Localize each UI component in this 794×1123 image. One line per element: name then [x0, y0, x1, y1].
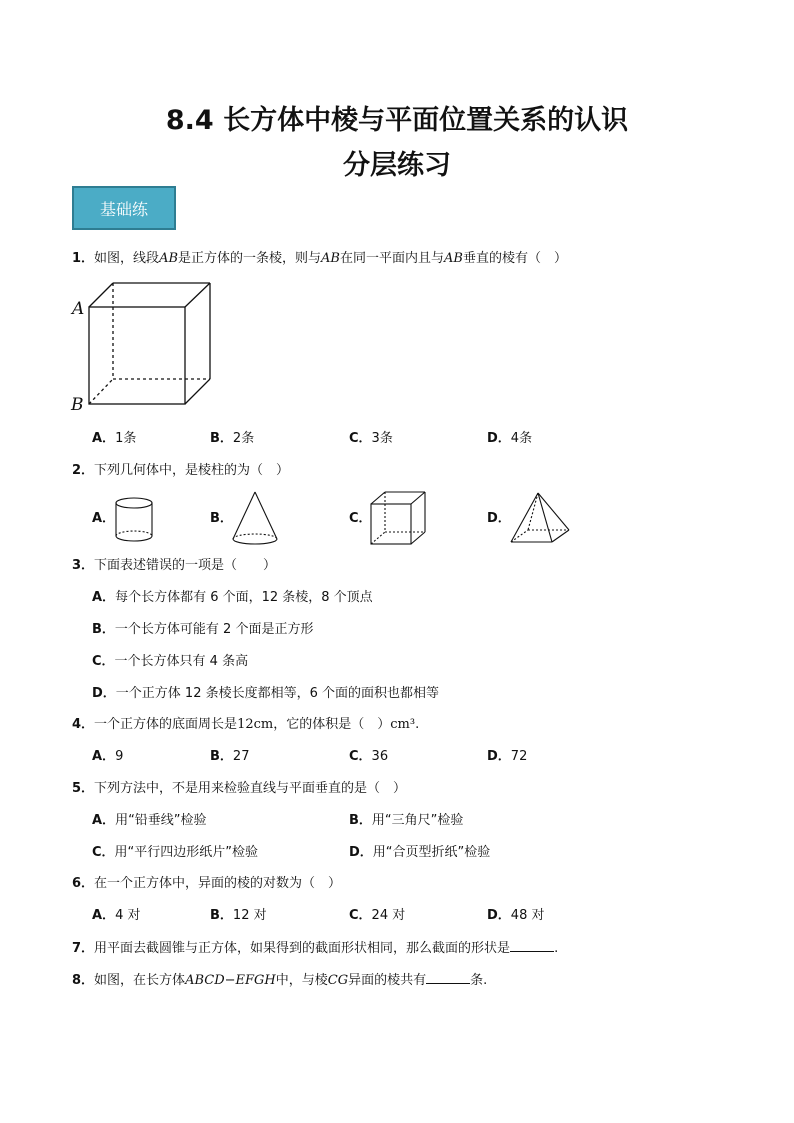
- figure-label-b: B: [71, 395, 84, 415]
- cube-hidden-edge: [89, 379, 113, 404]
- question-8: 8．如图，在长方体ABCD−EFGH中，与棱CG异面的棱共有 条.: [72, 973, 488, 988]
- q6-option-c[interactable]: C．24 对: [349, 908, 406, 923]
- q4-option-c[interactable]: C．36: [349, 749, 389, 764]
- q5-option-d[interactable]: D．用“合页型折纸”检验: [349, 845, 491, 860]
- q3-option-a[interactable]: A．每个长方体都有 6 个面，12 条棱，8 个顶点: [92, 590, 373, 605]
- q3-option-d[interactable]: D．一个正方体 12 条棱长度都相等，6 个面的面积也都相等: [92, 686, 440, 701]
- section-badge: 基础练: [72, 186, 176, 230]
- answer-blank[interactable]: [426, 971, 470, 984]
- q2-option-a[interactable]: A．: [92, 511, 116, 526]
- q5-option-c[interactable]: C．用“平行四边形纸片”检验: [92, 845, 259, 860]
- q6-option-a[interactable]: A．4 对: [92, 908, 141, 923]
- q1-option-a[interactable]: A．1条: [92, 431, 137, 446]
- page-title: 8.4 长方体中棱与平面位置关系的认识: [165, 105, 629, 136]
- question-2: 2．下列几何体中，是棱柱的为（ ）: [72, 463, 290, 478]
- q1-option-b[interactable]: B．2条: [210, 431, 255, 446]
- page-subtitle: 分层练习: [343, 150, 451, 181]
- q2-option-c[interactable]: C．: [349, 511, 372, 526]
- cylinder-icon: [113, 496, 155, 544]
- q3-option-c[interactable]: C．一个长方体只有 4 条高: [92, 654, 249, 669]
- q5-option-a[interactable]: A．用“铅垂线”检验: [92, 813, 207, 828]
- question-6: 6．在一个正方体中，异面的棱的对数为（ ）: [72, 876, 342, 891]
- cone-icon: [230, 490, 280, 548]
- q2-option-b[interactable]: B．: [210, 511, 233, 526]
- cube-edge: [185, 379, 210, 404]
- question-1: 1．如图，线段AB是正方体的一条棱，则与AB在同一平面内且与AB垂直的棱有（ ）: [72, 251, 567, 266]
- q4-option-d[interactable]: D．72: [487, 749, 528, 764]
- q6-option-b[interactable]: B．12 对: [210, 908, 267, 923]
- q4-option-a[interactable]: A．9: [92, 749, 124, 764]
- cube-icon: [368, 490, 428, 546]
- q2-option-d[interactable]: D．: [487, 511, 511, 526]
- q3-option-b[interactable]: B．一个长方体可能有 2 个面是正方形: [92, 622, 314, 637]
- question-5: 5．下列方法中，不是用来检验直线与平面垂直的是（ ）: [72, 781, 407, 796]
- question-number: 1．: [72, 251, 95, 266]
- q6-option-d[interactable]: D．48 对: [487, 908, 545, 923]
- question-4: 4．一个正方体的底面周长是12cm，它的体积是（ ）cm³.: [72, 717, 420, 732]
- question-7: 7．用平面去截圆锥与正方体，如果得到的截面形状相同，那么截面的形状是 .: [72, 941, 559, 956]
- q1-option-d[interactable]: D．4条: [487, 431, 533, 446]
- figure-label-a: A: [72, 299, 85, 319]
- question-3: 3．下面表述错误的一项是（ ）: [72, 558, 277, 573]
- cube-edge: [185, 283, 210, 307]
- cube-figure: [68, 280, 218, 415]
- answer-blank[interactable]: [510, 939, 554, 952]
- q4-option-b[interactable]: B．27: [210, 749, 250, 764]
- q1-option-c[interactable]: C．3条: [349, 431, 393, 446]
- pyramid-icon: [508, 490, 572, 546]
- cube-edge: [89, 283, 113, 307]
- q5-option-b[interactable]: B．用“三角尺”检验: [349, 813, 464, 828]
